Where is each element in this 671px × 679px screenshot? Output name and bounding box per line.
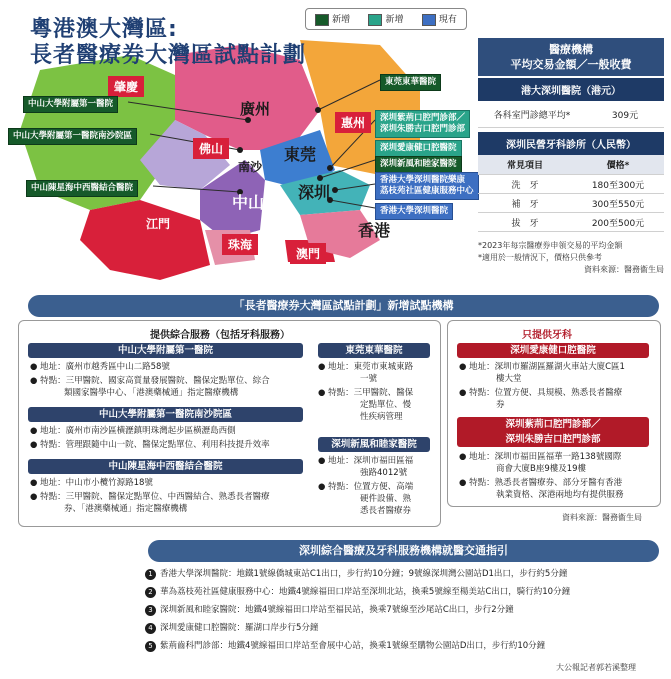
fee-panel-header: 醫療機構 平均交易金額／一般收費	[478, 38, 664, 76]
card-aikang-addr2: 樓大堂	[496, 374, 522, 384]
card-aikang-addr1: ● 地址：深圳市羅湖區羅湖火車站大廈C區1	[459, 362, 625, 372]
map-legend	[305, 8, 467, 30]
dental-fee-row: 補 牙 300至550元	[478, 194, 664, 213]
card-donghua-addr2: 一號	[360, 374, 378, 384]
city-huizhou: 惠州	[335, 112, 371, 133]
card-xinfeng-feat1: ● 特點：位置方便、高端	[318, 482, 414, 492]
card-zhongshan-chen-addr: ● 地址：中山市小欖竹源路18號	[30, 478, 153, 488]
fee-note-2: *適用於一般情況下，價格只供參考	[478, 253, 602, 262]
section-title-new-institutions: 「長者醫療券大灣區試點計劃」新增試點機構	[28, 295, 659, 317]
city-dongguan: 東莞	[284, 145, 317, 164]
city-zhuhai: 珠海	[222, 234, 258, 255]
legend-item-new-green: 新增	[315, 12, 350, 26]
dental-fee-header: 常見項目 價格*	[478, 155, 664, 175]
dental-fee-title: 深圳民營牙科診所（人民幣）	[478, 132, 664, 155]
source-2: 資料來源：醫務衞生局	[562, 513, 642, 522]
card-title-aikang: 深圳愛康健口腔醫院	[457, 343, 649, 358]
inst-aikang: 深圳愛康健口腔醫院	[375, 140, 462, 157]
fee-note-1: *2023年每宗醫療券申領交易的平均金額	[478, 241, 623, 250]
city-macau: 澳門	[290, 243, 326, 264]
transport-item: 4 深圳愛康健口腔醫院：羅湖口岸步行5分鐘	[145, 622, 318, 634]
card-dental-addr2: 商會大廈B座9樓及19樓	[496, 464, 587, 474]
card-donghua-feat2: 定點單位、慢	[360, 400, 412, 410]
card-zhongshan-chen-feat1: ● 特點：三甲醫院、醫保定點單位、中西醫結合、熟悉長者醫療	[30, 492, 270, 502]
inst-hku: 香港大學深圳醫院	[375, 203, 453, 220]
card-dental-addr1: ● 地址：深圳市福田區福華一路138號國際	[459, 452, 622, 462]
card-xinfeng-addr2: 強路4012號	[360, 468, 408, 478]
card-title-zsu1-nansha: 中山大學附屬第一醫院南沙院區	[28, 407, 303, 422]
section-title-transport: 深圳綜合醫療及牙科服務機構就醫交通指引	[148, 540, 659, 562]
transport-item: 1 香港大學深圳醫院：地鐵1號線僑城東站C1出口，步行約10分鐘；9號線深圳灣公園站D1出口，步行約5分鐘	[145, 568, 567, 580]
inst-zsu1: 中山大學附屬第一醫院	[23, 96, 118, 113]
fee-source: 資料來源：醫務衞生局	[584, 265, 664, 274]
card-donghua-addr1: ● 地址：東莞市東城東路	[318, 362, 414, 372]
credit: 大公報記者郭若溪整理	[556, 663, 636, 672]
card-xinfeng-addr1: ● 地址：深圳市福田區福	[318, 456, 414, 466]
card-xinfeng-feat2: 硬件設備、熟	[360, 494, 412, 504]
card-dental-feat2: 執業資格、深港兩地均有提供服務	[496, 490, 624, 500]
card-title-xinfeng: 深圳新風和睦家醫院	[318, 437, 430, 452]
card-aikang-feat2: 券	[496, 400, 505, 410]
card-aikang-feat1: ● 特點：位置方便、具規模、熟悉長者醫療	[459, 388, 623, 398]
card-title-donghua: 東莞東華醫院	[318, 343, 430, 358]
card-title-dental: 深圳紫荊口腔門診部／ 深圳朱勝吉口腔門診部	[457, 417, 649, 447]
dental-fee-row: 洗 牙 180至300元	[478, 175, 664, 194]
transport-item: 2 華為荔枝苑社區健康服務中心：地鐵4號線福田口岸站至深圳北站，換乘5號線至楊美站C出口，騎行約10分鐘	[145, 586, 570, 598]
card-title-zhongshan-chen: 中山陳星海中西醫結合醫院	[28, 459, 303, 474]
city-hongkong: 香港	[358, 221, 391, 240]
inst-hku-community: 香港大學深圳醫院樂康 荔枝苑社區健康服務中心	[375, 172, 479, 200]
card-zsu1-nansha-feat: ● 特點：管理跟隨中山一院、醫保定點單位、利用科技提升效率	[30, 440, 270, 450]
card-zsu1-feat1: ● 特點：三甲醫院、國家高質量發展醫院、醫保定點單位、綜合	[30, 376, 270, 386]
inst-donghua: 東莞東華醫院	[380, 74, 441, 91]
card-zhongshan-chen-feat2: 券、「港澳藥械通」指定醫療機構	[64, 504, 188, 514]
card-zsu1-feat2: 類國家醫學中心、「港澳藥械通」指定醫療機構	[64, 388, 239, 398]
city-jiangmen: 江門	[140, 213, 176, 234]
transport-item: 3 深圳新風和睦家醫院：地鐵4號線福田口岸站至福民站，換乘7號線至沙尾站C出口，步行2分鐘	[145, 604, 514, 616]
city-foshan: 佛山	[193, 138, 229, 159]
city-shenzhen: 深圳	[298, 183, 331, 202]
card-zsu1-addr: ● 地址：廣州市越秀區中山二路58號	[30, 362, 170, 372]
city-zhaoqing: 肇慶	[108, 76, 144, 97]
legend-item-existing: 現有	[422, 12, 457, 26]
page-title-line1: 粵港澳大灣區:	[30, 17, 178, 42]
city-guangzhou: 廣州	[240, 100, 271, 118]
hku-fee-row: 各科室門診總平均* 309元	[478, 101, 664, 128]
inst-zsu1-nansha: 中山大學附屬第一醫院南沙院區	[8, 128, 137, 145]
fee-panel	[478, 38, 664, 276]
card-donghua-feat1: ● 特點：三甲醫院、醫保	[318, 388, 414, 398]
card-donghua-feat3: 性疾病管理	[360, 412, 403, 422]
panel-title-comprehensive: 提供綜合服務（包括牙科服務）	[150, 330, 290, 341]
inst-xinfeng: 深圳新風和睦家醫院	[375, 156, 462, 173]
hku-fee-title: 港大深圳醫院（港元）	[478, 78, 664, 101]
legend-item-new-teal: 新增	[368, 12, 403, 26]
card-zsu1-nansha-addr: ● 地址：廣州市南沙區横瀝鎮明珠灣起步區横瀝島西側	[30, 426, 236, 436]
inst-dental: 深圳紫荊口腔門診部／ 深圳朱勝吉口腔門診部	[375, 110, 470, 138]
card-xinfeng-feat3: 悉長者醫療券	[360, 506, 412, 516]
transport-item: 5 紫荊齒科門診部：地鐵4號線福田口岸站至會展中心站，換乘1號線至購物公園站D出口，步行約10分鐘	[145, 640, 545, 652]
card-title-zsu1: 中山大學附屬第一醫院	[28, 343, 303, 358]
dental-fee-row: 拔 牙 200至500元	[478, 213, 664, 232]
card-dental-feat1: ● 特點：熟悉長者醫療券、部分牙醫有香港	[459, 478, 623, 488]
city-zhongshan: 中山	[232, 193, 265, 212]
inst-zhongshan-chen: 中山陳星海中西醫結合醫院	[26, 180, 138, 197]
city-nansha: 南沙	[238, 160, 263, 174]
page-title-line2: 長者醫療券大灣區試點計劃	[30, 43, 307, 68]
panel-title-dental-only: 只提供牙科	[522, 330, 572, 341]
